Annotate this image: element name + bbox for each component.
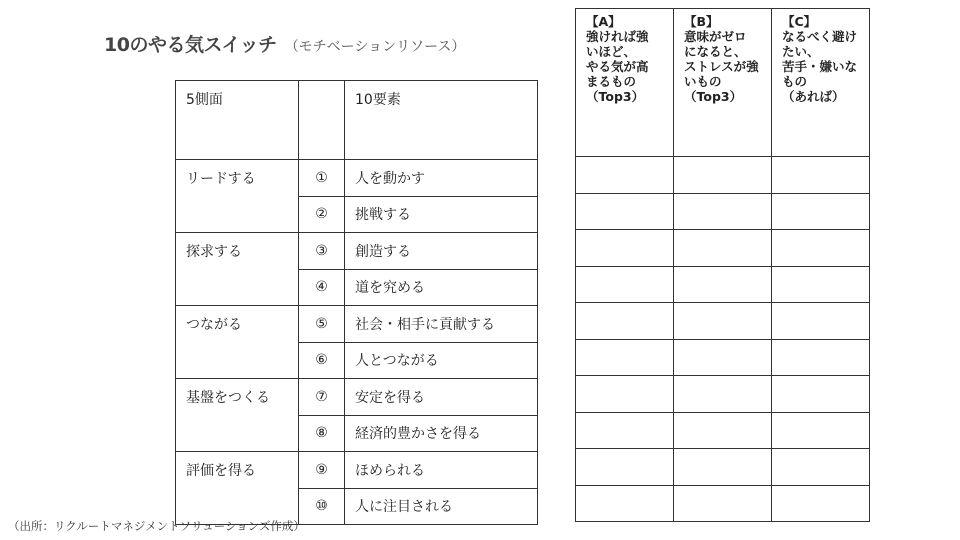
eval-input-cell[interactable] <box>576 376 674 413</box>
eval-input-cell[interactable] <box>674 376 772 413</box>
title-text: 10のやる気スイッチ <box>104 34 277 56</box>
eval-input-cell[interactable] <box>772 157 870 194</box>
table-row <box>176 160 538 197</box>
eval-input-cell[interactable] <box>674 230 772 267</box>
number-cell: ② <box>299 196 345 233</box>
eval-row <box>576 412 870 449</box>
eval-header-line: いほど、 <box>586 44 637 59</box>
eval-header-b <box>674 9 772 157</box>
eval-header-line: （Top3） <box>586 89 645 104</box>
eval-row <box>576 193 870 230</box>
aspect-cell: つながる <box>176 306 299 379</box>
eval-header-line: いもの <box>684 74 722 89</box>
eval-input-cell[interactable] <box>674 193 772 230</box>
eval-input-cell[interactable] <box>576 303 674 340</box>
eval-row <box>576 157 870 194</box>
eval-input-cell[interactable] <box>772 412 870 449</box>
element-cell: ほめられる <box>345 452 538 489</box>
subtitle-text: （モチベーションリソース） <box>284 39 466 55</box>
eval-row <box>576 339 870 376</box>
header-number <box>299 81 345 160</box>
element-cell: 人に注目される <box>345 488 538 525</box>
aspect-cell: 評価を得る <box>176 452 299 525</box>
aspect-cell: 探求する <box>176 233 299 306</box>
eval-input-cell[interactable] <box>576 193 674 230</box>
eval-header-c <box>772 9 870 157</box>
source-note: （出所：リクルートマネジメントソリューションズ作成） <box>8 519 305 533</box>
eval-header-line: ストレスが強 <box>684 59 759 74</box>
eval-input-cell[interactable] <box>674 303 772 340</box>
eval-header-line: 苦手・嫌いな <box>782 59 858 74</box>
eval-header-line: （Top3） <box>684 89 743 104</box>
eval-header-line: やる気が高 <box>586 59 649 74</box>
eval-header-line: 【A】 <box>586 14 621 29</box>
eval-input-cell[interactable] <box>674 157 772 194</box>
header-element: 10要素 <box>345 81 538 160</box>
number-cell: ① <box>299 160 345 197</box>
eval-input-cell[interactable] <box>772 303 870 340</box>
eval-row <box>576 376 870 413</box>
element-cell: 人を動かす <box>345 160 538 197</box>
eval-header-line: になると、 <box>684 44 747 59</box>
eval-header-line: たい、 <box>782 44 820 59</box>
eval-header-line: 【B】 <box>684 14 719 29</box>
eval-header-a <box>576 9 674 157</box>
element-cell: 創造する <box>345 233 538 270</box>
eval-input-cell[interactable] <box>772 230 870 267</box>
eval-input-cell[interactable] <box>674 266 772 303</box>
aspect-cell: 基盤をつくる <box>176 379 299 452</box>
eval-header-line: なるべく避け <box>782 29 858 44</box>
eval-input-cell[interactable] <box>772 485 870 522</box>
table-row <box>176 379 538 416</box>
eval-input-cell[interactable] <box>772 193 870 230</box>
aspect-cell: リードする <box>176 160 299 233</box>
element-cell: 道を究める <box>345 269 538 306</box>
header-aspect: 5側面 <box>176 81 299 160</box>
element-cell: 挑戦する <box>345 196 538 233</box>
eval-row <box>576 449 870 486</box>
number-cell: ③ <box>299 233 345 270</box>
eval-input-cell[interactable] <box>772 449 870 486</box>
page-title <box>104 30 465 57</box>
eval-header-line: （あれば） <box>782 89 845 104</box>
evaluation-table <box>575 8 870 522</box>
number-cell: ⑦ <box>299 379 345 416</box>
number-cell: ⑧ <box>299 415 345 452</box>
table-row <box>176 452 538 489</box>
element-cell: 安定を得る <box>345 379 538 416</box>
element-cell: 経済的豊かさを得る <box>345 415 538 452</box>
eval-input-cell[interactable] <box>576 412 674 449</box>
eval-input-cell[interactable] <box>674 339 772 376</box>
eval-input-cell[interactable] <box>576 230 674 267</box>
eval-input-cell[interactable] <box>576 339 674 376</box>
table-header-row <box>176 81 538 160</box>
element-cell: 人とつながる <box>345 342 538 379</box>
eval-input-cell[interactable] <box>674 412 772 449</box>
eval-header-line: まるもの <box>586 74 637 89</box>
eval-input-cell[interactable] <box>674 485 772 522</box>
number-cell: ⑤ <box>299 306 345 343</box>
eval-input-cell[interactable] <box>772 376 870 413</box>
element-cell: 社会・相手に貢献する <box>345 306 538 343</box>
eval-header-line: 【C】 <box>782 14 817 29</box>
eval-input-cell[interactable] <box>576 266 674 303</box>
table-row <box>176 306 538 343</box>
eval-header-line: 強ければ強 <box>586 29 649 44</box>
number-cell: ⑨ <box>299 452 345 489</box>
table-row <box>176 233 538 270</box>
motivation-table <box>175 80 538 525</box>
eval-row <box>576 485 870 522</box>
eval-row <box>576 230 870 267</box>
eval-input-cell[interactable] <box>772 266 870 303</box>
eval-input-cell[interactable] <box>674 449 772 486</box>
eval-row <box>576 266 870 303</box>
number-cell: ⑩ <box>299 488 345 525</box>
eval-header-line: もの <box>782 74 808 89</box>
eval-input-cell[interactable] <box>772 339 870 376</box>
eval-input-cell[interactable] <box>576 449 674 486</box>
number-cell: ④ <box>299 269 345 306</box>
eval-row <box>576 303 870 340</box>
eval-header-line: 意味がゼロ <box>684 29 747 44</box>
eval-header-row <box>576 9 870 157</box>
number-cell: ⑥ <box>299 342 345 379</box>
eval-input-cell[interactable] <box>576 157 674 194</box>
eval-input-cell[interactable] <box>576 485 674 522</box>
